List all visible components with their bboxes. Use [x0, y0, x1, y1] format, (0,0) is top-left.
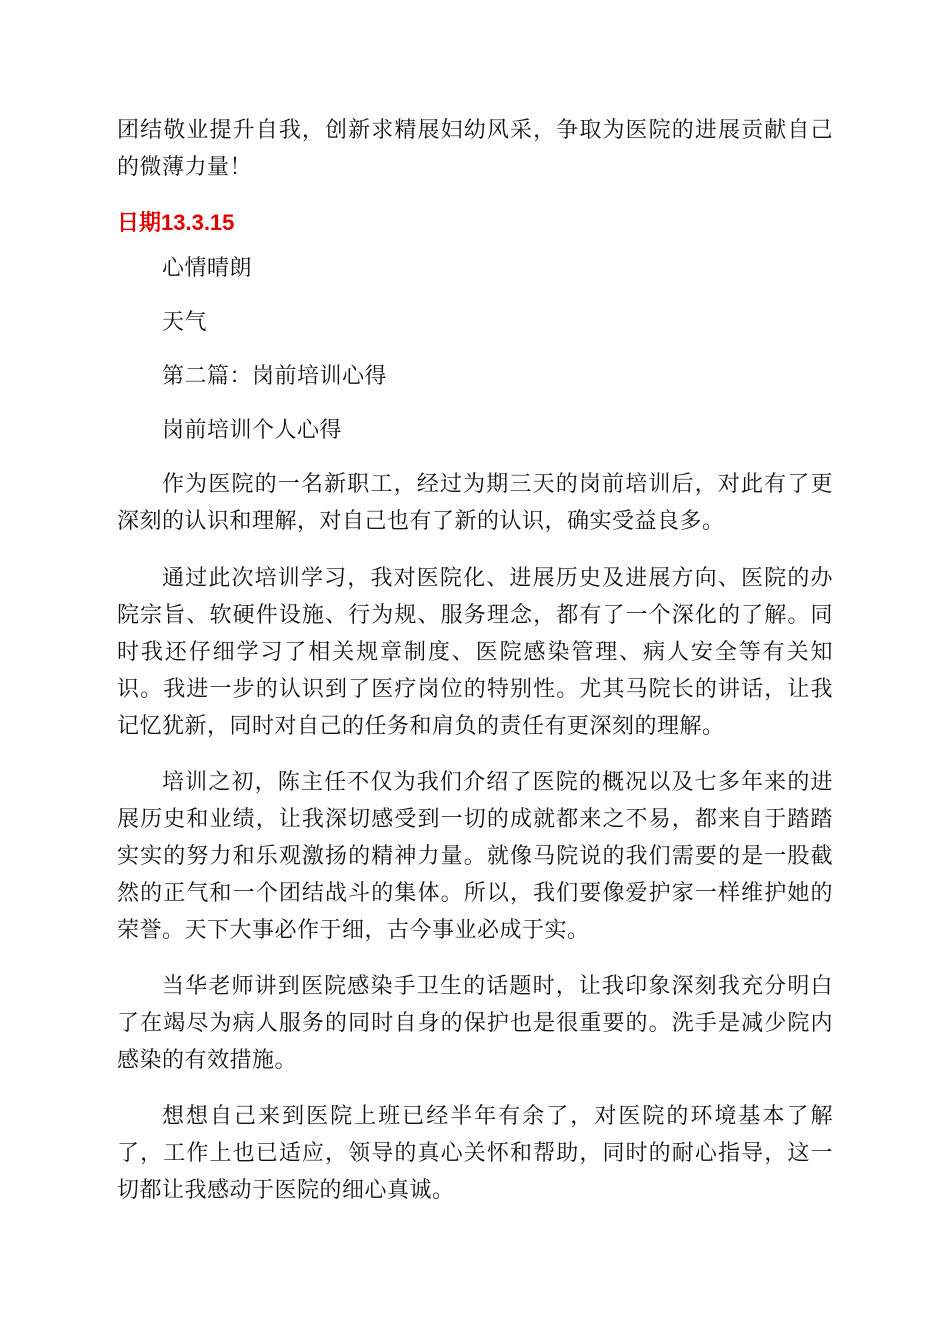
section-title: 第二篇：岗前培训心得: [162, 364, 388, 389]
section-subtitle: 岗前培训个人心得: [162, 418, 343, 443]
body-paragraph-3: 培训之初，陈主任不仅为我们介绍了医院的概况以及七多年来的进展历史和业绩，让我深切感受到一切的成就都来之不易，都来自于踏踏实实的努力和乐观激扬的精神力量。就像马院说的我们需要的是一股截然的正气和一个团结战斗的集体。所以，我们要像爱护家一样维护她的荣誉。天下大事必作于细，古今事业必成于实。: [117, 770, 833, 943]
body-paragraph-1: 作为医院的一名新职工，经过为期三天的岗前培训后，对此有了更深刻的认识和理解，对自己也有了新的认识，确实受益良多。: [117, 472, 833, 534]
weather-line: 天气: [162, 310, 208, 335]
date-heading: 日期13.3.15: [117, 210, 235, 235]
mood-line: 心情晴朗: [162, 256, 253, 281]
body-paragraph-2: 通过此次培训学习，我对医院化、进展历史及进展方向、医院的办院宗旨、软硬件设施、行为规、服务理念，都有了一个深化的了解。同时我还仔细学习了相关规章制度、医院感染管理、病人安全等有关知识。我进一步的认识到了医疗岗位的特别性。尤其马院长的讲话，让我记忆犹新，同时对自己的任务和肩负的责任有更深刻的理解。: [117, 566, 833, 739]
continuation-paragraph: 团结敬业提升自我，创新求精展妇幼风采，争取为医院的进展贡献自己的微薄力量！: [117, 118, 833, 180]
body-paragraph-4: 当华老师讲到医院感染手卫生的话题时，让我印象深刻我充分明白了在竭尽为病人服务的同时自身的保护也是很重要的。洗手是减少院内感染的有效措施。: [117, 974, 833, 1073]
body-paragraph-5: 想想自己来到医院上班已经半年有余了，对医院的环境基本了解了，工作上也已适应，领导的真心关怀和帮助，同时的耐心指导，这一切都让我感动于医院的细心真诚。: [117, 1104, 833, 1203]
